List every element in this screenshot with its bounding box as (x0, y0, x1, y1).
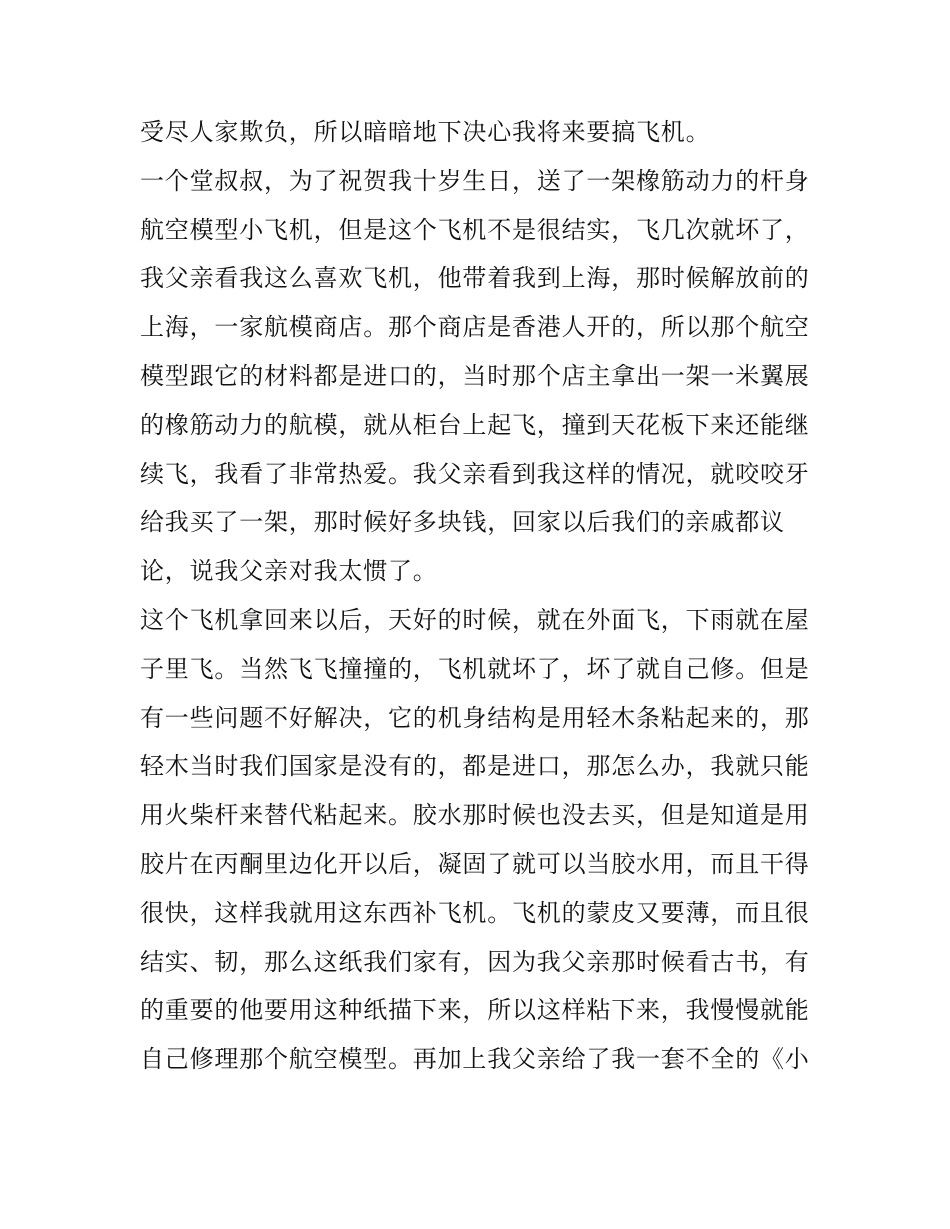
text-line: 自己修理那个航空模型。再加上我父亲给了我一套不全的《小 (140, 1045, 810, 1074)
text-line: 给我买了一架，那时候好多块钱，回家以后我们的亲戚都议 (140, 508, 785, 537)
text-line: 的橡筋动力的航模，就从柜台上起飞，撞到天花板下来还能继 (140, 410, 810, 439)
text-line: 一个堂叔叔，为了祝贺我十岁生日，送了一架橡筋动力的杆身 (140, 166, 810, 195)
text-line: 胶片在丙酮里边化开以后，凝固了就可以当胶水用，而且干得 (140, 849, 810, 878)
text-line: 航空模型小飞机，但是这个飞机不是很结实，飞几次就坏了， (140, 215, 810, 244)
text-line: 这个飞机拿回来以后，天好的时候，就在外面飞，下雨就在屋 (140, 605, 810, 634)
text-line: 用火柴杆来替代粘起来。胶水那时候也没去买，但是知道是用 (140, 801, 810, 830)
text-line: 模型跟它的材料都是进口的，当时那个店主拿出一架一米翼展 (140, 361, 810, 390)
text-line: 上海，一家航模商店。那个商店是香港人开的，所以那个航空 (140, 313, 810, 342)
text-line: 受尽人家欺负，所以暗暗地下决心我将来要搞飞机。 (140, 118, 711, 146)
text-line: 续飞，我看了非常热爱。我父亲看到我这样的情况，就咬咬牙 (140, 459, 810, 488)
text-line: 很快，这样我就用这东西补飞机。飞机的蒙皮又要薄，而且很 (140, 898, 810, 927)
text-line: 结实、韧，那么这纸我们家有，因为我父亲那时候看古书，有 (140, 947, 810, 976)
body-text (140, 108, 820, 1084)
text-line: 有一些问题不好解决，它的机身结构是用轻木条粘起来的，那 (140, 703, 810, 732)
text-line: 我父亲看我这么喜欢飞机，他带着我到上海，那时候解放前的 (140, 264, 810, 293)
text-line: 的重要的他要用这种纸描下来，所以这样粘下来，我慢慢就能 (140, 996, 810, 1025)
text-line: 轻木当时我们国家是没有的，都是进口，那怎么办，我就只能 (140, 752, 810, 781)
text-line: 子里飞。当然飞飞撞撞的，飞机就坏了，坏了就自己修。但是 (140, 654, 810, 683)
text-line: 论，说我父亲对我太惯了。 (140, 557, 438, 586)
